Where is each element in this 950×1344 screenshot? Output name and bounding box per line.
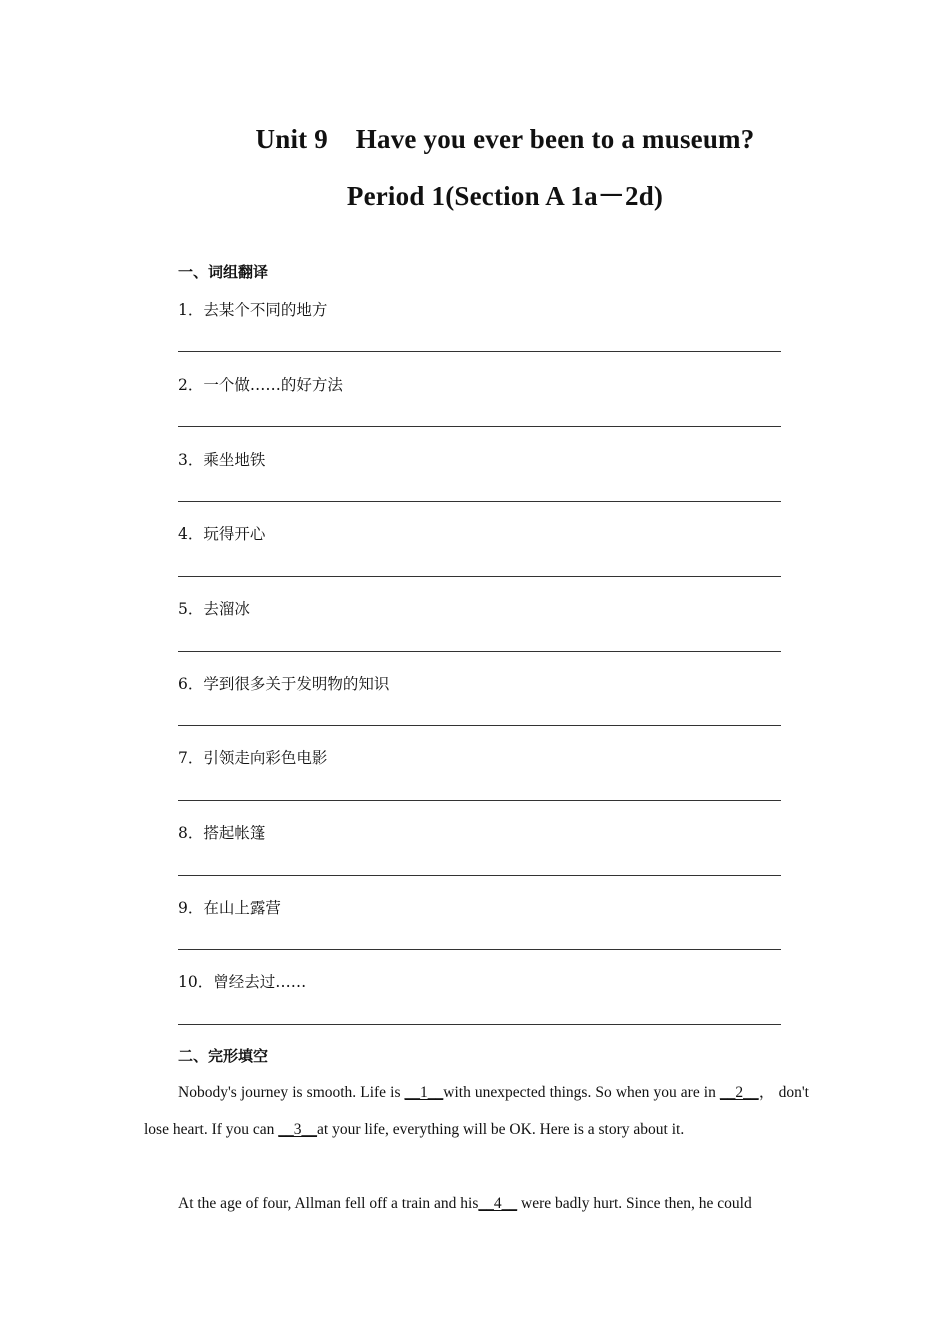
answer-line-7[interactable] xyxy=(178,800,781,801)
page-title: Unit 9 Have you ever been to a museum? xyxy=(255,124,755,154)
cloze-blank-2[interactable]: __2__ xyxy=(719,1084,759,1101)
cloze-blank-4[interactable]: __4__ xyxy=(478,1195,518,1212)
phrase-item-9: 9．在山上露营 xyxy=(178,899,281,917)
phrase-item-5: 5．去溜冰 xyxy=(178,600,250,618)
phrase-item-3: 3．乘坐地铁 xyxy=(178,451,266,469)
answer-line-1[interactable] xyxy=(178,351,781,352)
cloze-text: were badly hurt. Since then, he could xyxy=(517,1195,752,1212)
section-heading-phrase-translation: 一、词组翻译 xyxy=(178,263,269,281)
cloze-text: At the age of four, Allman fell off a train and his xyxy=(178,1195,479,1212)
answer-line-2[interactable] xyxy=(178,426,781,427)
cloze-text: at your life, everything will be OK. Here is a story about it. xyxy=(317,1121,685,1138)
cloze-paragraph-1 xyxy=(144,1074,809,1148)
phrase-item-10: 10．曾经去过…… xyxy=(178,973,307,991)
cloze-text: Nobody's journey is smooth. Life is xyxy=(178,1084,405,1101)
cloze-text: ， don't lose heart. If you can xyxy=(144,1084,809,1138)
phrase-item-7: 7．引领走向彩色电影 xyxy=(178,749,328,767)
phrase-item-2: 2．一个做……的好方法 xyxy=(178,376,343,394)
page-subtitle: Period 1(Section A 1a－2d) xyxy=(346,181,664,211)
answer-line-5[interactable] xyxy=(178,651,781,652)
answer-line-6[interactable] xyxy=(178,725,781,726)
answer-line-10[interactable] xyxy=(178,1024,781,1025)
answer-line-9[interactable] xyxy=(178,949,781,950)
cloze-blank-1[interactable]: __1__ xyxy=(404,1084,444,1101)
answer-line-8[interactable] xyxy=(178,875,781,876)
section-heading-cloze: 二、完形填空 xyxy=(178,1047,269,1065)
phrase-item-4: 4．玩得开心 xyxy=(178,525,266,543)
phrase-item-6: 6．学到很多关于发明物的知识 xyxy=(178,675,390,693)
cloze-paragraph-2 xyxy=(144,1185,809,1222)
answer-line-3[interactable] xyxy=(178,501,781,502)
cloze-blank-3[interactable]: __3__ xyxy=(278,1121,318,1138)
cloze-text: with unexpected things. So when you are in xyxy=(443,1084,720,1101)
answer-line-4[interactable] xyxy=(178,576,781,577)
phrase-item-8: 8．搭起帐篷 xyxy=(178,824,266,842)
phrase-item-1: 1．去某个不同的地方 xyxy=(178,301,328,319)
